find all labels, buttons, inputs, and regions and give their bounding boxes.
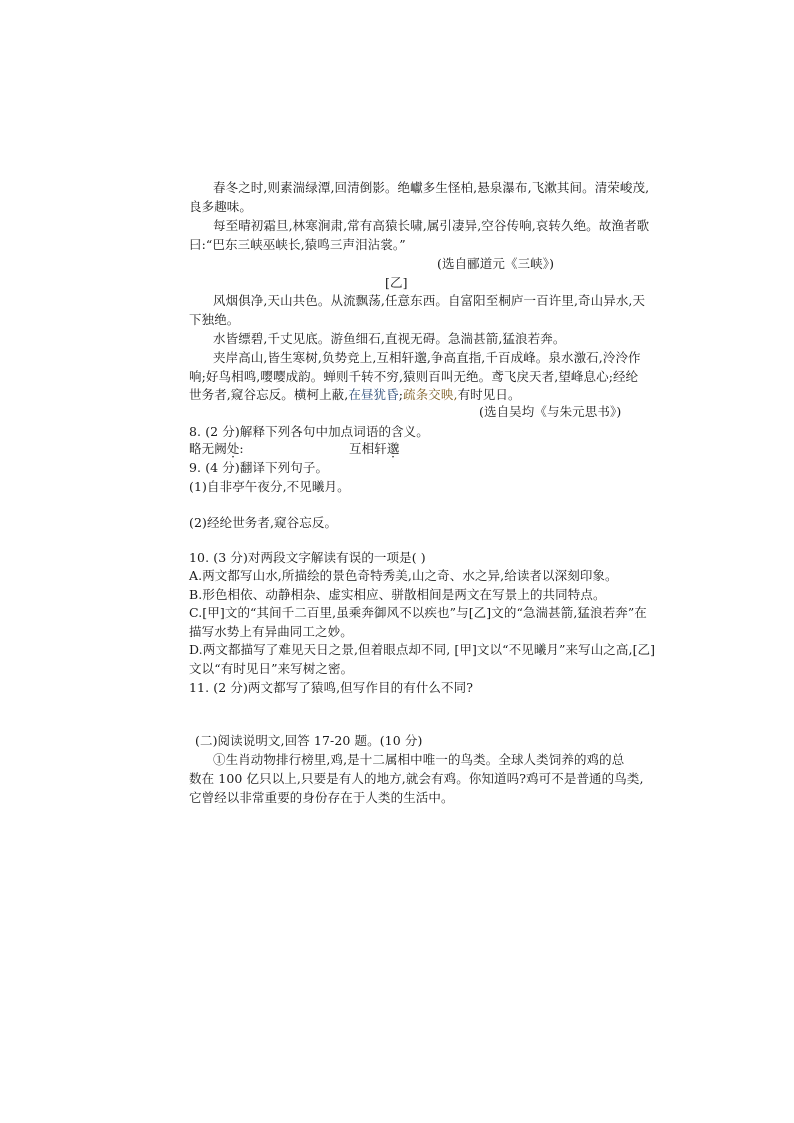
q8-item2-pre: 互相轩 — [349, 441, 387, 456]
passage-b-p3-line3-highlight-brown: 疏条交映, — [403, 387, 458, 402]
passage-b-p1-line1: 风烟俱净,天山共色。从流飘荡,任意东西。自富阳至桐庐一百许里,奇山异水,天 — [213, 293, 646, 308]
q10-option-a: A.两文都写山水,所描绘的景色奇特秀美,山之奇、水之异,给读者以深刻印象。 — [189, 568, 618, 583]
q10-option-c-line1: C.[甲]文的“其间千二百里,虽乘奔御风不以疾也”与[乙]文的“急湍甚箭,猛浪若奔”在 — [189, 605, 647, 620]
q10-option-c-line2: 描写水势上有异曲同工之妙。 — [189, 624, 353, 639]
passage-a-source: (选自郦道元《三峡》) — [437, 256, 555, 271]
q9-sentence-1: (1)自非亭午夜分,不见曦月。 — [189, 479, 350, 494]
passage-b-p3-line1: 夹岸高山,皆生寒树,负势竞上,互相轩邈,争高直指,千百成峰。泉水激石,泠泠作 — [213, 350, 641, 365]
passage-b-p3-line3 — [189, 387, 521, 403]
q8-stem: 8. (2 分)解释下列各句中加点词语的含义。 — [189, 424, 429, 439]
passage-b-p1-line2: 下独绝。 — [189, 312, 240, 327]
section2-p1-line3: 它曾经以非常重要的身份存在于人类的生活中。 — [189, 790, 454, 805]
passage-b-p2: 水皆缥碧,千丈见底。游鱼细石,直视无碍。急湍甚箭,猛浪若奔。 — [213, 331, 566, 346]
passage-b-p3-line3-highlight-blue: 在昼犹昏 — [348, 387, 399, 402]
q10-option-d-line2: 文以“有时见日”来写树之密。 — [189, 661, 354, 676]
passage-b-p3-line3-e: 有时见日。 — [457, 387, 521, 402]
q9-sentence-2: (2)经纶世务者,窥谷忘反。 — [189, 515, 338, 530]
q10-option-d-line1: D.两文都描写了难见天日之景,但着眼点却不同, [甲]文以“不见曦月”来写山之高,[乙] — [189, 642, 656, 657]
q8-item2 — [349, 441, 399, 457]
q10-option-b: B.形色相依、动静相杂、虚实相应、骈散相间是两文在写景上的共同特点。 — [189, 587, 606, 602]
q8-item2-dotted-word: 邈 — [386, 441, 400, 456]
section2-p1-line1: ①生肖动物排行榜里,鸡,是十二属相中唯一的鸟类。全球人类饲养的鸡的总 — [213, 752, 625, 767]
passage-b-source: (选自吴均《与朱元思书》) — [479, 404, 622, 419]
q8-item1-pre: 略无阙 — [189, 441, 227, 456]
q9-stem: 9. (4 分)翻译下列句子。 — [189, 460, 329, 475]
passage-a-p2-line2: 曰:“巴东三峡巫峡长,猿鸣三声泪沾裳。” — [189, 237, 406, 252]
q11-stem: 11. (2 分)两文都写了猿鸣,但写作目的有什么不同? — [189, 680, 474, 695]
passage-a-p1-line1: 春冬之时,则素湍绿潭,回清倒影。绝巘多生怪柏,悬泉瀑布,飞漱其间。清荣峻茂, — [213, 180, 650, 195]
passage-b-p3-line3-a: 世务者,窥谷忘反。横柯上蔽, — [189, 387, 349, 402]
q8-item1-dotted-word: 处 — [226, 441, 240, 456]
section2-heading: (二)阅读说明文,回答 17-20 题。(10 分) — [195, 733, 423, 748]
passage-b-p3-line2: 响;好鸟相鸣,嘤嘤成韵。蝉则千转不穷,猿则百叫无绝。鸢飞戾天者,望峰息心;经纶 — [189, 369, 639, 384]
q8-item1-post: : — [239, 441, 244, 456]
section2-p1-line2: 数在 100 亿只以上,只要是有人的地方,就会有鸡。你知道吗?鸡可不是普通的鸟类, — [189, 771, 644, 786]
passage-b-p3-line3-c: ; — [398, 387, 404, 402]
passage-b-heading: [乙] — [385, 275, 408, 290]
q8-item1 — [189, 441, 244, 457]
passage-a-p1-line2: 良多趣味。 — [189, 199, 253, 214]
passage-a-p2-line1: 每至晴初霜旦,林寒涧肃,常有高猿长啸,属引凄异,空谷传响,哀转久绝。故渔者歌 — [213, 218, 650, 233]
q10-stem: 10. (3 分)对两段文字解读有误的一项是( ) — [189, 550, 426, 565]
